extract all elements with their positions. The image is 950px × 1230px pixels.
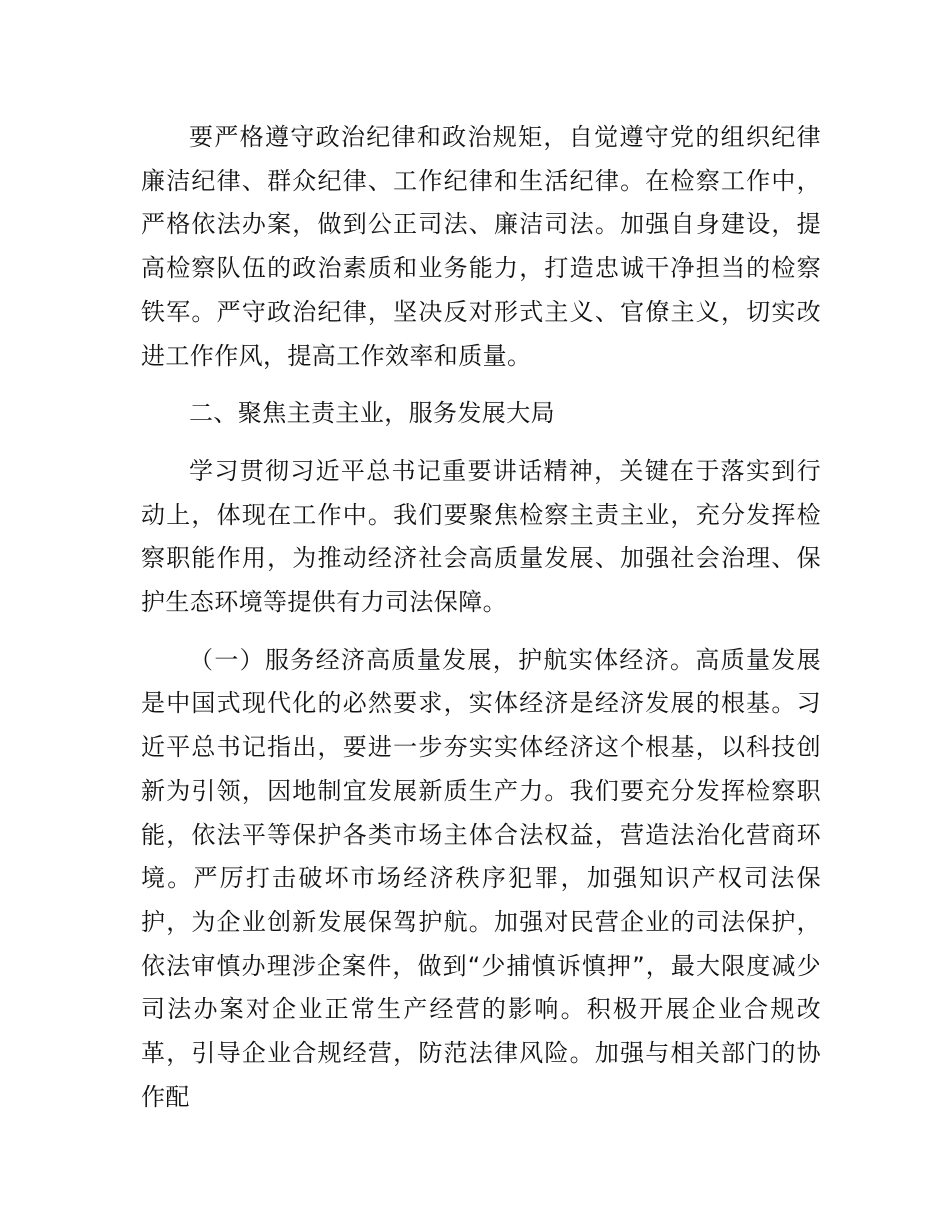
paragraph-spacer	[141, 378, 821, 392]
paragraph-spacer	[141, 625, 821, 639]
paragraph-intro: 学习贯彻习近平总书记重要讲话精神，关键在于落实到行动上，体现在工作中。我们要聚焦检察主责主业，充分发挥检察职能作用，为推动经济社会高质量发展、加强社会治理、保护生态环境等提供有力司法保障。	[141, 456, 821, 617]
paragraph-economy: （一）服务经济高质量发展，护航实体经济。高质量发展是中国式现代化的必然要求，实体经济是经济发展的根基。习近平总书记指出，要进一步夯实实体经济这个根基，以科技创新为引领，因地制宜发展新质生产力。我们要充分发挥检察职能，依法平等保护各类市场主体合法权益，营造法治化营商环境。严厉打击破坏市场经济秩序犯罪，加强知识产权司法保护，为企业创新发展保驾护航。加强对民营企业的司法保护，依法审慎办理涉企案件，做到“少捕慎诉慎押”，最大限度减少司法办案对企业正常生产经营的影响。积极开展企业合规改革，引导企业合规经营，防范法律风险。加强与相关部门的协作配	[141, 645, 821, 1111]
paragraph-spacer	[141, 436, 821, 450]
document-body	[141, 116, 821, 1119]
section-heading-2: 二、聚焦主责主业，服务发展大局	[189, 399, 555, 428]
paragraph-discipline: 要严格遵守政治纪律和政治规矩，自觉遵守党的组织纪律廉洁纪律、群众纪律、工作纪律和生活纪律。在检察工作中，严格依法办案，做到公正司法、廉洁司法。加强自身建设，提高检察队伍的政治素质和业务能力，打造忠诚干净担当的检察铁军。严守政治纪律，坚决反对形式主义、官僚主义，切实改进工作作风，提高工作效率和质量。	[141, 123, 821, 370]
